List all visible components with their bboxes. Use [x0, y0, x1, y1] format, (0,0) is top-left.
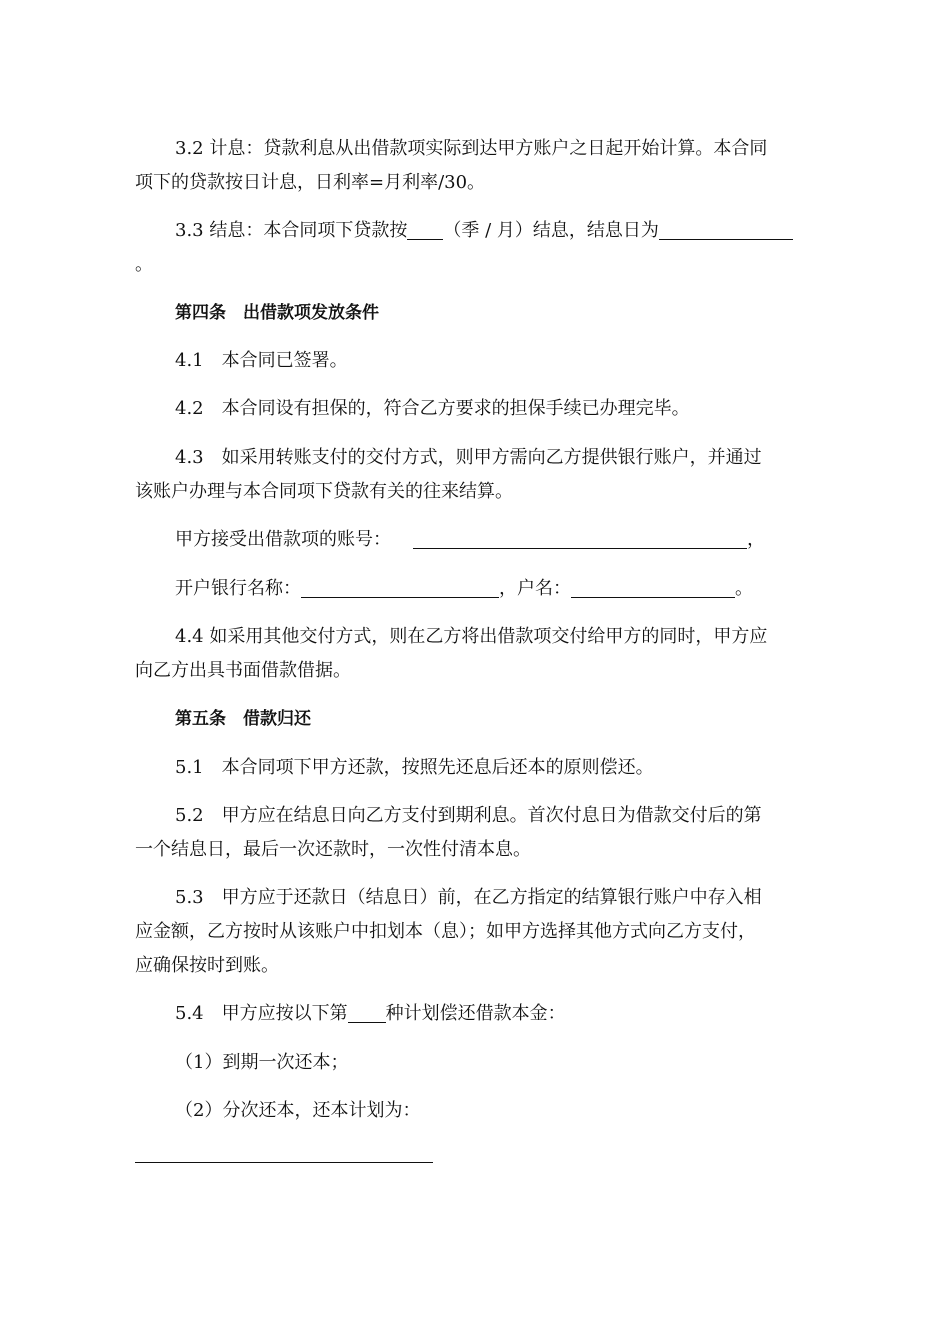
- bank-name-line: [135, 572, 855, 606]
- repayment-option-2: （2）分次还本，还本计划为：: [175, 1100, 421, 1121]
- article-4-heading: 第四条 出借款项发放条件: [175, 303, 379, 323]
- account-number-end: ，: [747, 529, 765, 550]
- settlement-date-blank[interactable]: [659, 217, 793, 240]
- clause-3-2-line-1: 3.2 计息：贷款利息从出借款项实际到达甲方账户之日起开始计算。本合同: [175, 138, 768, 159]
- bank-name-blank[interactable]: [301, 575, 499, 598]
- account-holder-label: ，户名：: [499, 578, 571, 599]
- clause-5-2-line-1: 5.2 甲方应在结息日向乙方支付到期利息。首次付息日为借款交付后的第: [175, 805, 762, 826]
- clause-4-3-line-1: 4.3 如采用转账支付的交付方式，则甲方需向乙方提供银行账户，并通过: [175, 447, 762, 468]
- clause-3-3-line-2: 。: [135, 254, 153, 275]
- clause-5-4-text-b: 种计划偿还借款本金：: [385, 1003, 566, 1024]
- clause-4-2: 4.2 本合同设有担保的，符合乙方要求的担保手续已办理完毕。: [175, 398, 690, 419]
- clause-5-3-line-2: 应金额，乙方按时从该账户中扣划本（息）；如甲方选择其他方式向乙方支付，: [135, 921, 756, 942]
- settlement-period-blank[interactable]: [407, 217, 443, 240]
- clause-5-4-text-a: 5.4 甲方应按以下第: [175, 1003, 348, 1024]
- bank-name-label: 开户银行名称：: [175, 578, 301, 599]
- clause-5-3-line-3: 应确保按时到账。: [135, 955, 279, 976]
- clause-4-1: 4.1 本合同已签署。: [175, 350, 348, 371]
- account-number-label: 甲方接受出借款项的账号：: [175, 529, 391, 550]
- repayment-option-1: （1）到期一次还本；: [175, 1052, 349, 1073]
- repayment-plan-choice-blank[interactable]: [348, 1000, 386, 1023]
- clause-3-3-text-a: 3.3 结息：本合同项下贷款按: [175, 220, 408, 241]
- clause-5-1: 5.1 本合同项下甲方还款，按照先还息后还本的原则偿还。: [175, 757, 654, 778]
- clause-3-3-text-b: （季 / 月）结息，结息日为: [443, 220, 659, 241]
- article-5-heading: 第五条 借款归还: [175, 709, 311, 729]
- clause-3-2-line-2: 项下的贷款按日计息，日利率=月利率/30。: [135, 172, 486, 193]
- clause-4-3-line-2: 该账户办理与本合同项下贷款有关的往来结算。: [135, 481, 513, 502]
- clause-5-2-line-2: 一个结息日，最后一次还款时，一次性付清本息。: [135, 839, 531, 860]
- repayment-plan-blank[interactable]: [135, 1162, 433, 1163]
- clause-5-4: [135, 997, 855, 1031]
- account-number-line: [135, 523, 855, 557]
- clause-5-3-line-1: 5.3 甲方应于还款日（结息日）前，在乙方指定的结算银行账户中存入相: [175, 887, 762, 908]
- account-number-blank[interactable]: [413, 526, 747, 549]
- account-holder-blank[interactable]: [571, 575, 735, 598]
- clause-3-3-line-1: [135, 214, 855, 248]
- bank-name-end: 。: [735, 578, 753, 599]
- clause-4-4-line-2: 向乙方出具书面借款借据。: [135, 660, 351, 681]
- clause-4-4-line-1: 4.4 如采用其他交付方式，则在乙方将出借款项交付给甲方的同时，甲方应: [175, 626, 768, 647]
